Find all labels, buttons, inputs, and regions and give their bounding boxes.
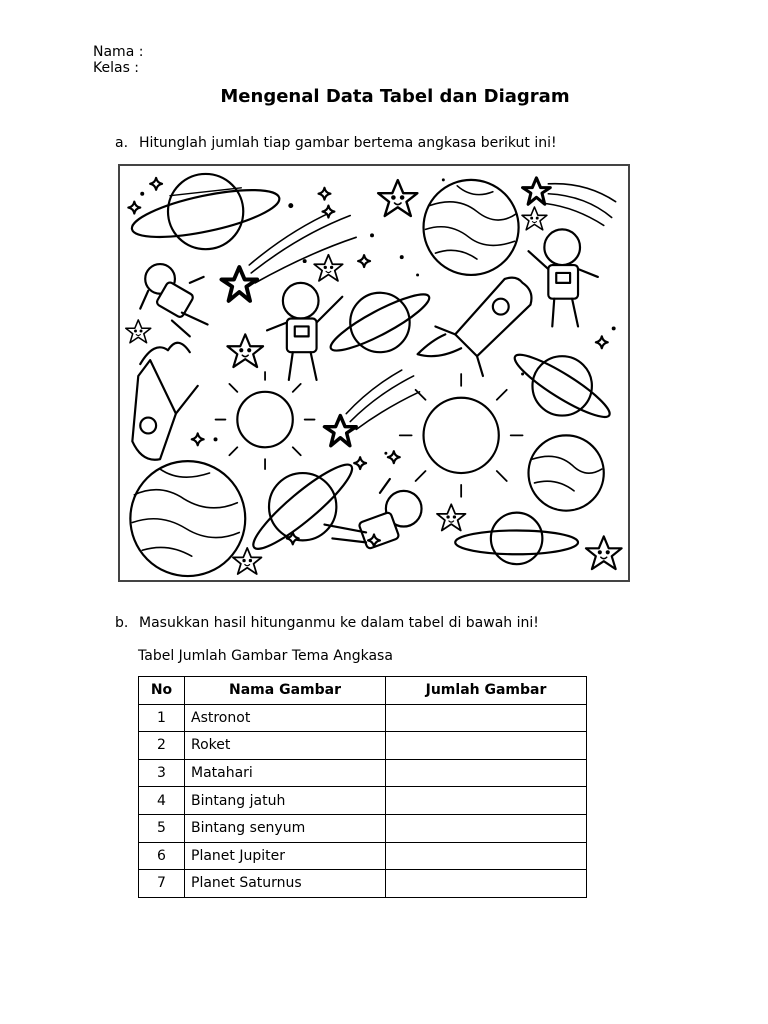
row-no: 5: [139, 814, 185, 842]
roket-icon: [132, 343, 197, 460]
bintang-jatuh-icon: [324, 370, 419, 446]
table-row: [139, 787, 587, 815]
table-row: [139, 732, 587, 760]
row-name: Astronot: [185, 704, 386, 732]
planet-jupiter-icon: [130, 461, 245, 576]
row-no: 4: [139, 787, 185, 815]
row-no: 3: [139, 759, 185, 787]
row-name: Bintang jatuh: [185, 787, 386, 815]
question-a-letter: a.: [115, 135, 129, 151]
bintang-senyum-icon: [227, 334, 263, 367]
astronot-icon: [267, 283, 342, 380]
question-a-text: Hitunglah jumlah tiap gambar bertema angkasa berikut ini!: [139, 135, 557, 151]
row-count-cell[interactable]: [386, 787, 587, 815]
header-jumlah-gambar: Jumlah Gambar: [386, 677, 587, 705]
row-name: Bintang senyum: [185, 814, 386, 842]
row-count-cell[interactable]: [386, 732, 587, 760]
row-count-cell[interactable]: [386, 704, 587, 732]
table-row: [139, 870, 587, 898]
matahari-icon: [216, 372, 315, 469]
space-illustration: [118, 164, 630, 582]
bintang-senyum-icon: [314, 255, 343, 281]
astronot-icon: [140, 264, 207, 336]
bintang-senyum-icon: [586, 536, 622, 569]
kelas-label: Kelas :: [93, 60, 140, 76]
page-title: Mengenal Data Tabel dan Diagram: [220, 86, 570, 107]
table-row: [139, 842, 587, 870]
row-no: 7: [139, 870, 185, 898]
planet-jupiter-icon: [424, 180, 519, 275]
row-count-cell[interactable]: [386, 814, 587, 842]
table-row: [139, 759, 587, 787]
header-nama-gambar: Nama Gambar: [185, 677, 386, 705]
planet-saturnus-icon: [509, 346, 616, 425]
bintang-senyum-icon: [437, 504, 466, 530]
question-b-text: Masukkan hasil hitunganmu ke dalam tabel di bawah ini!: [139, 615, 539, 631]
bintang-senyum-icon: [233, 548, 262, 574]
table-caption: Tabel Jumlah Gambar Tema Angkasa: [138, 648, 393, 664]
bintang-senyum-icon: [126, 320, 151, 343]
row-no: 1: [139, 704, 185, 732]
planet-jupiter-icon: [529, 435, 604, 510]
row-no: 2: [139, 732, 185, 760]
astronot-icon: [529, 229, 598, 326]
table-row: [139, 704, 587, 732]
table-row: [139, 814, 587, 842]
row-name: Matahari: [185, 759, 386, 787]
row-count-cell[interactable]: [386, 759, 587, 787]
nama-label: Nama :: [93, 44, 144, 60]
row-name: Roket: [185, 732, 386, 760]
row-name: Planet Saturnus: [185, 870, 386, 898]
bintang-senyum-icon: [378, 180, 417, 216]
question-b-letter: b.: [115, 615, 129, 631]
row-name: Planet Jupiter: [185, 842, 386, 870]
matahari-icon: [400, 374, 523, 497]
table-header-row: [139, 677, 587, 705]
question-a: [115, 134, 557, 152]
row-count-cell[interactable]: [386, 842, 587, 870]
planet-saturnus-icon: [455, 513, 578, 565]
row-no: 6: [139, 842, 185, 870]
header-no: No: [139, 677, 185, 705]
count-table: [138, 676, 587, 898]
bintang-senyum-icon: [522, 207, 547, 230]
question-b: [115, 614, 539, 632]
planet-saturnus-icon: [245, 455, 360, 558]
row-count-cell[interactable]: [386, 870, 587, 898]
